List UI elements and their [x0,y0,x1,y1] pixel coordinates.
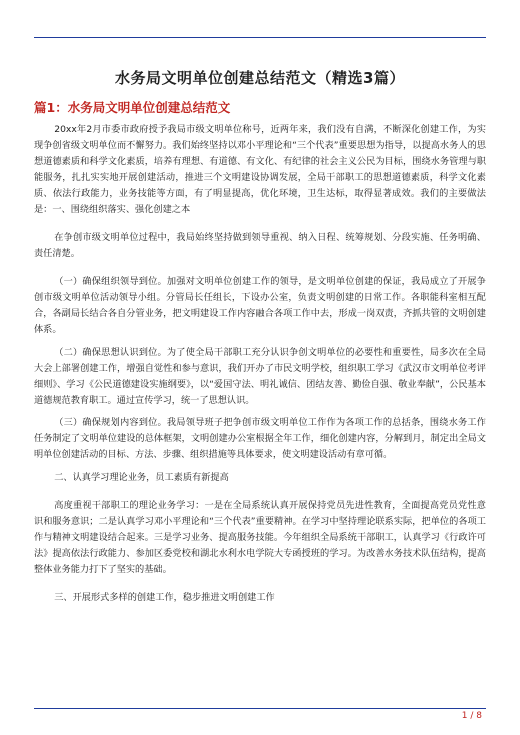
paragraph-intro: 20xx年2月市委市政府授予我局市级文明单位称号，近两年来，我们没有自满，不断深化创建工作，为实现争创省级文明单位而不懈努力。我们始终坚持以邓小平理论和“三个代表”重要思想为指导，以提高水务人的思想道德素质和科学文化素质，培养有理想、有道德、有文化、有纪律的社会主义公民为目标，围绕水务管理与职能服务，扎扎实实地开展创建活动，推进三个文明建设协调发展，全局干部职工的思想道德素质，科学文化素质、依法行政能力，业务技能等方面，有了明显提高，优化环境，卫生达标，取得显著成效。我们的主要做法是：一、围绕组织落实、强化创建之本 [34,124,486,215]
paragraph-planning: （三）确保规划内容到位。我局领导班子把争创市级文明单位工作作为各项工作的总括条，围绕水务工作任务制定了文明单位建设的总体框架，文明创建办公室根据全年工作，细化创建内容，分解到月，制定出全局文明单位创建活动的目标、方法、步骤、组织措施等具体要求，使文明建设活动有章可循。 [34,417,486,460]
page-indicator: 1 / 8 [461,711,482,721]
footer-rule [34,708,486,709]
paragraph-study: 高度重视干部职工的理论业务学习：一是在全局系统认真开展保持党员先进性教育，全面提高党员党性意识和服务意识；二是认真学习邓小平理论和“三个代表”重要精神。在学习中坚持理论联系实际，把单位的各项工作与精神文明建设结合起来。三是学习业务、提高服务技能。今年组织全局系统干部职工，认真学习《行政许可法》提高依法行政能力、参加区委党校和湖北水利水电学院大专函授班的学习。为改善水务技术队伍结构，提高整体业务能力打下了坚实的基础。 [34,499,486,575]
paragraph-leadership: 在争创市级文明单位过程中，我局始终坚持做到领导重视、纳入日程、统筹规划、分段实施、任务明确、责任清楚。 [34,232,486,259]
header-rule [34,37,486,38]
document-body [34,122,486,612]
subheading-study: 二、认真学习理论业务，员工素质有新提高 [54,471,229,483]
paragraph-organization: （一）确保组织领导到位。加强对文明单位创建工作的领导，是文明单位创建的保证，我局成立了开展争创市级文明单位活动领导小组。分管局长任组长，下设办公室，负责文明创建的日常工作。各职能科室相互配合，各副局长结合各自分管业务，把文明建设工作内容融合各项工作中去，形成一岗双责，齐抓共管的文明创建体系。 [34,276,486,335]
document-title: 水务局文明单位创建总结范文（精选3篇） [115,69,405,87]
section-title: 篇1：水务局文明单位创建总结范文 [34,100,231,115]
paragraph-awareness: （二）确保思想认识到位。为了使全局干部职工充分认识争创文明单位的必要性和重要性，局多次在全局大会上部署创建工作，增强自觉性和参与意识，我们开办了市民文明学校，组织职工学习《武汉市文明单位考评细则》、学习《公民道德建设实施纲要》，以“爱国守法、明礼诚信、团结友善、勤俭自强、敬业奉献”，公民基本道德规范教育职工。通过宣传学习，统一了思想认识。 [34,346,486,406]
subheading-activities: 三、开展形式多样的创建工作，稳步推进文明创建工作 [54,591,275,603]
